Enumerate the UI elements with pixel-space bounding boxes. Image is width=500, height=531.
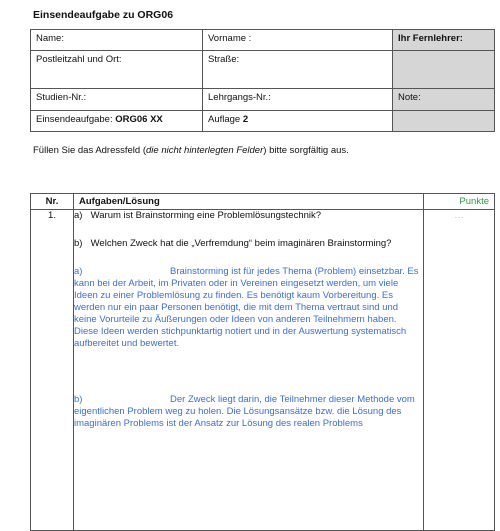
note-field: Note: — [393, 89, 495, 111]
fernlehrer-field: Ihr Fernlehrer: — [393, 30, 495, 51]
header-punkte: Punkte — [424, 194, 495, 210]
tasks-table — [30, 193, 495, 531]
auflage-label: Auflage — [208, 114, 243, 125]
question-b-label: b) — [74, 238, 83, 249]
fernlehrer-blank — [393, 51, 495, 89]
header-nr: Nr. — [31, 194, 74, 210]
einsendeaufgabe-value: ORG06 XX — [115, 114, 163, 125]
name-field[interactable]: Name: — [31, 30, 203, 51]
fill-note-italic: die nicht hinterlegten Felder — [146, 145, 264, 156]
question-b — [74, 238, 423, 250]
strasse-field[interactable]: Straße: — [203, 51, 393, 89]
question-a — [74, 210, 423, 222]
fill-note-before: Füllen Sie das Adressfeld ( — [33, 145, 147, 156]
answer-a[interactable] — [74, 266, 423, 350]
fill-note-after: ) bitte sorgfältig aus. — [263, 145, 349, 156]
task-points[interactable]: … — [424, 210, 495, 531]
vorname-field[interactable]: Vorname : — [203, 30, 393, 51]
answer-b-label: b) — [74, 394, 83, 405]
lehrgangs-nr-field[interactable]: Lehrgangs-Nr.: — [203, 89, 393, 111]
task-number: 1. — [31, 210, 74, 531]
question-b-text: Welchen Zweck hat die „Verfremdung“ beim imaginären Brainstorming? — [90, 238, 392, 249]
address-form — [30, 29, 495, 132]
question-a-text: Warum ist Brainstorming eine Problemlösungstechnik? — [90, 210, 322, 221]
question-a-label: a) — [74, 210, 83, 221]
answer-b[interactable] — [74, 394, 423, 430]
plz-ort-field[interactable]: Postleitzahl und Ort: — [31, 51, 203, 89]
document-title: Einsendeaufgabe zu ORG06 — [33, 9, 174, 21]
answer-a-text: Brainstorming ist für jedes Thema (Problem) einsetzbar. Es kann bei der Arbeit, im Privaten oder in Vereinen eingesetzt werden, um viele Ideen zu einer Problemlösung zu finden. Es benötigt kaum Vorbereitung. Es werden nur ein paar Personen benötigt, die mit dem Thema vertraut sind und keine Vorurteile zu Äußerungen oder Ideen von anderen Teilnehmern haben. Diese Ideen werden stichpunktartig notiert und in der Auswertung systematisch aufbereitet und bewertet. — [74, 266, 419, 349]
auflage-value: 2 — [242, 114, 249, 125]
task-content — [74, 210, 424, 531]
answer-b-text: Der Zweck liegt darin, die Teilnehmer dieser Methode vom eigentlichen Problem weg zu holen. Die Lösungsansätze bzw. die Lösung des imaginären Problems ist der Ansatz zur Lösung des realen Problems — [74, 394, 415, 429]
fill-instruction — [33, 145, 349, 156]
studien-nr-field[interactable]: Studien-Nr.: — [31, 89, 203, 111]
einsendeaufgabe-label: Einsendeaufgabe: — [36, 114, 116, 125]
header-aufgaben: Aufgaben/Lösung — [74, 194, 424, 210]
note-blank — [393, 111, 495, 132]
answer-a-label: a) — [74, 266, 83, 277]
auflage-cell — [203, 111, 393, 132]
table-row — [31, 210, 495, 531]
einsendeaufgabe-cell — [31, 111, 203, 132]
